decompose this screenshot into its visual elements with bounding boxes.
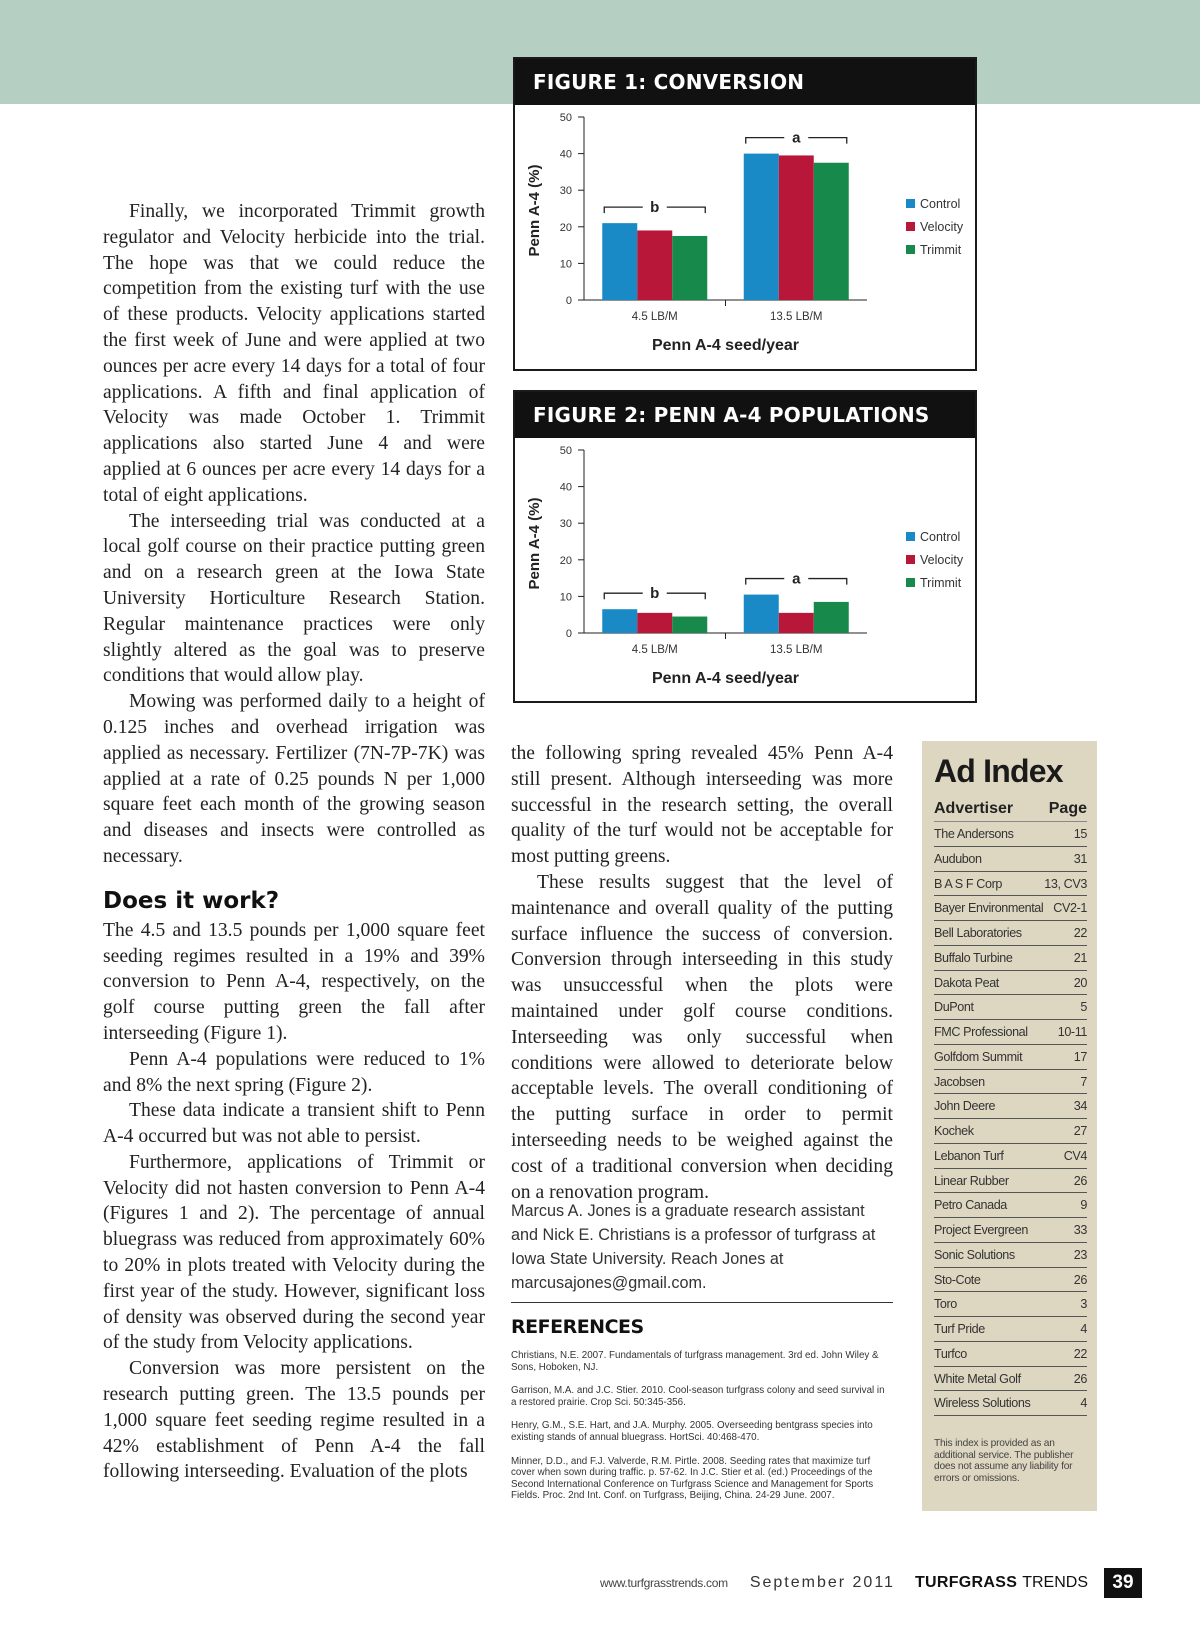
paragraph: The interseeding trial was conducted at a local golf course on their practice putting green and on a research green at the Iowa State University Horticulture Research Station. Regular maintenance practices were only slightly altered as the goal was to preserve conditions that would allow play. (103, 510, 485, 687)
y-tick-label: 20 (559, 221, 572, 234)
section-heading: Does it work? (103, 887, 280, 914)
page-footer (600, 1568, 1142, 1598)
ad-index-row (934, 1020, 1087, 1045)
page-column-header: Page (1048, 800, 1087, 817)
significance-label: b (650, 585, 660, 603)
significance-label: a (792, 129, 801, 147)
ad-index-row (934, 1218, 1087, 1243)
article-left-column (103, 199, 485, 1485)
ad-index-row (934, 1070, 1087, 1095)
bar-velocity-high (779, 155, 814, 300)
advertiser-name: Kochek (934, 1124, 974, 1138)
legend-swatch-velocity (906, 555, 915, 564)
advertiser-name: Audubon (934, 851, 982, 866)
advertiser-name: Sonic Solutions (934, 1247, 1015, 1262)
advertiser-page: CV4 (1063, 1148, 1087, 1163)
advertiser-page: 17 (1073, 1049, 1087, 1064)
advertiser-name: Wireless Solutions (934, 1396, 1031, 1411)
advertiser-name: Jacobsen (934, 1074, 985, 1089)
legend-label: Velocity (920, 553, 964, 567)
legend-label: Trimmit (920, 576, 962, 590)
advertiser-page: 5 (1080, 1000, 1087, 1015)
advertiser-page: 22 (1073, 926, 1087, 940)
ad-index-row (934, 1094, 1087, 1119)
legend-swatch-trimmit (906, 578, 915, 587)
x-axis-title: Penn A-4 seed/year (651, 670, 800, 687)
advertiser-page: 13, CV3 (1044, 876, 1087, 891)
advertiser-name: DuPont (934, 1000, 974, 1015)
ad-index-row (934, 1367, 1087, 1392)
significance-label: b (650, 199, 660, 217)
footer-brand: TURFGRASS (914, 1574, 1018, 1591)
ad-index-box (922, 741, 1097, 1511)
advertiser-page: 33 (1073, 1223, 1087, 1237)
y-tick-label: 30 (559, 518, 572, 531)
ad-index-row (934, 1243, 1087, 1268)
advertiser-page: 26 (1073, 1272, 1087, 1287)
ad-index-row (934, 1292, 1087, 1317)
x-tick-label: 13.5 LB/M (770, 644, 823, 656)
advertiser-name: Turf Pride (934, 1322, 985, 1336)
figure-2 (513, 390, 977, 703)
paragraph: The 4.5 and 13.5 pounds per 1,000 square feet seeding regimes resulted in a 19% and 39% conversion to Penn A-4, respectively, on the golf course putting green the fall after interseeding (Figure 1). (103, 919, 485, 1044)
reference-item: Minner, D.D., and F.J. Valverde, R.M. Pirtle. 2008. Seeding rates that maximize turf cover when sown during traffic. p. 57-62. In J.C. Stier et al. (ed.) Proceedings of the Second International Conference on Turfgrass Science and Management for Sports Fields. Proc. 2nd Int. Conf. on Turfgrass, Beijing, China. 24-29 June. 2007. (511, 1455, 874, 1502)
y-tick-label: 50 (559, 112, 572, 124)
y-axis-title: Penn A-4 (%) (526, 164, 543, 257)
figure-2-chart (515, 438, 975, 702)
x-axis-title: Penn A-4 seed/year (651, 337, 800, 354)
advertiser-name: Linear Rubber (934, 1173, 1009, 1188)
ad-index-row (934, 1119, 1087, 1144)
legend-label: Trimmit (920, 243, 962, 257)
figure-1-chart (515, 105, 975, 369)
advertiser-name: Buffalo Turbine (934, 950, 1013, 965)
paragraph: Finally, we incorporated Trimmit growth regulator and Velocity herbicide into the trial. The hope was that we could reduce the competition from the existing turf with the use of these products. Velocity applications started the first week of June and were applied at two ounces per acre every 14 days for a total of four applications. A fifth and final application of Velocity was made October 1. Trimmit applications also started June 4 and were applied at 6 ounces per acre every 14 days for a total of eight applications. (103, 201, 485, 506)
advertiser-page: 20 (1073, 975, 1087, 990)
footer-url[interactable]: www.turfgrasstrends.com (600, 1576, 728, 1590)
advertiser-name: Toro (934, 1297, 957, 1312)
advertiser-name: White Metal Golf (934, 1371, 1021, 1386)
advertiser-name: Petro Canada (934, 1198, 1007, 1213)
advertiser-page: 7 (1080, 1074, 1087, 1089)
bar-trimmit-low (672, 617, 707, 633)
y-tick-label: 0 (565, 295, 572, 307)
bar-velocity-high (779, 613, 814, 633)
paragraph: Penn A-4 populations were reduced to 1% and 8% the next spring (Figure 2). (103, 1048, 485, 1096)
figure-2-title: FIGURE 2: PENN A-4 POPULATIONS (515, 392, 975, 438)
advertiser-page: 34 (1073, 1099, 1087, 1114)
advertiser-name: John Deere (934, 1099, 996, 1114)
paragraph: Mowing was performed daily to a height of 0.125 inches and overhead irrigation was applied as necessary. Fertilizer (7N-7P-7K) was applied at a rate of 0.25 pounds N per 1,000 square feet each month of the growing season and diseases and insects were controlled as necessary. (103, 691, 485, 867)
advertiser-name: Sto-Cote (934, 1272, 981, 1287)
advertiser-page: 4 (1080, 1396, 1087, 1411)
advertiser-page: 27 (1073, 1124, 1087, 1138)
x-tick-label: 4.5 LB/M (631, 644, 678, 656)
advertiser-page: 26 (1073, 1371, 1087, 1386)
advertiser-name: Lebanon Turf (934, 1148, 1004, 1163)
reference-item: Christians, N.E. 2007. Fundamentals of turfgrass management. 3rd ed. John Wiley & Sons, Hoboken, NJ. (511, 1350, 879, 1373)
paragraph: These data indicate a transient shift to Penn A-4 occurred but was not able to persist. (103, 1100, 485, 1148)
bar-control-high (744, 595, 779, 633)
advertiser-name: Bell Laboratories (934, 926, 1022, 940)
advertiser-column-header: Advertiser (934, 800, 1014, 817)
footer-brand-suffix: TRENDS (1022, 1574, 1088, 1591)
author-bio: Marcus A. Jones is a graduate research assistant and Nick E. Christians is a professor of turfgrass at Iowa State University. Reach Jones at marcusajones@gmail.com. (511, 1202, 876, 1292)
advertiser-name: Bayer Environmental (934, 901, 1044, 916)
paragraph: Conversion was more persistent on the research putting green. The 13.5 pounds per 1,000 square feet seeding regime resulted in a 42% establishment of Penn A-4 the fall following interseeding. Evaluation of the plots (103, 1358, 485, 1483)
y-tick-label: 40 (559, 148, 572, 161)
legend-label: Control (920, 530, 961, 544)
ad-index-header (934, 800, 1087, 822)
advertiser-name: Turfco (934, 1346, 967, 1361)
references-divider (511, 1302, 893, 1303)
ad-index-row (934, 995, 1087, 1020)
advertiser-page: 21 (1073, 950, 1087, 965)
x-tick-label: 4.5 LB/M (631, 311, 678, 323)
figure-1 (513, 57, 977, 371)
advertiser-name: FMC Professional (934, 1025, 1028, 1039)
y-tick-label: 10 (559, 591, 572, 604)
ad-index-row (934, 872, 1087, 897)
ad-index-row (934, 971, 1087, 996)
figure-1-title: FIGURE 1: CONVERSION (515, 59, 975, 105)
reference-item: Garrison, M.A. and J.C. Stier. 2010. Cool-season turfgrass colony and seed survival in a restored prairie. Crop Sci. 50:345-356. (511, 1385, 885, 1408)
y-tick-label: 30 (559, 185, 572, 198)
ad-index-row (934, 1144, 1087, 1169)
bar-control-low (602, 223, 637, 300)
ad-index-row (934, 847, 1087, 872)
advertiser-page: 26 (1073, 1173, 1087, 1188)
footer-date: September 2011 (749, 1574, 895, 1591)
legend-swatch-trimmit (906, 245, 915, 254)
references-heading: REFERENCES (511, 1316, 644, 1338)
ad-index-row (934, 1045, 1087, 1070)
advertiser-name: Dakota Peat (934, 975, 999, 990)
ad-index-disclaimer: This index is provided as an additional service. The publisher does not assume any liability for errors or omissions. (934, 1438, 1074, 1484)
advertiser-name: The Andersons (934, 827, 1014, 841)
paragraph: Furthermore, applications of Trimmit or Velocity did not hasten conversion to Penn A-4 (Figures 1 and 2). The percentage of annual bluegrass was reduced from approximately 60% to 20% in plots treated with Velocity during the first year of the study. However, significant loss of density was observed during the second year of the study from Velocity applications. (103, 1151, 485, 1354)
legend-swatch-control (906, 199, 915, 208)
ad-index-row (934, 1169, 1087, 1194)
advertiser-name: Golfdom Summit (934, 1049, 1023, 1064)
bar-velocity-low (637, 230, 672, 300)
bar-velocity-low (637, 613, 672, 633)
ad-index-row (934, 896, 1087, 921)
ad-index-row (934, 1342, 1087, 1367)
ad-index-row (934, 1268, 1087, 1293)
advertiser-page: CV2-1 (1053, 901, 1087, 916)
legend-label: Control (920, 197, 961, 211)
advertiser-page: 9 (1080, 1198, 1087, 1213)
ad-index-row (934, 946, 1087, 971)
legend-label: Velocity (920, 220, 964, 234)
paragraph: the following spring revealed 45% Penn A-4 still present. Although interseeding was more successful in the research setting, the overall quality of the turf would not be acceptable for most putting greens. (511, 743, 893, 868)
legend-swatch-control (906, 532, 915, 541)
advertiser-page: 22 (1073, 1346, 1087, 1361)
bar-trimmit-low (672, 236, 707, 300)
ad-index-row (934, 1193, 1087, 1218)
ad-index-list (934, 822, 1087, 1416)
y-tick-label: 0 (565, 628, 572, 640)
x-tick-label: 13.5 LB/M (770, 311, 823, 323)
advertiser-page: 23 (1073, 1247, 1087, 1262)
y-tick-label: 50 (559, 445, 572, 457)
ad-index-row (934, 1317, 1087, 1342)
y-tick-label: 40 (559, 481, 572, 494)
references-list (511, 1350, 891, 1514)
paragraph: These results suggest that the level of maintenance and overall quality of the putting surface influence the success of conversion. Conversion through interseeding in this study was unsuccessful when the plots were maintained under golf course conditions. Interseeding was only successful when conditions were allowed to deteriorate below acceptable levels. The overall conditioning of the putting surface in order to permit interseeding needs to be weighed against the cost of a traditional conversion when deciding on a renovation program. (511, 871, 893, 1203)
advertiser-page: 10-11 (1057, 1025, 1087, 1039)
advertiser-name: B A S F Corp (934, 876, 1002, 891)
ad-index-row (934, 1391, 1087, 1416)
ad-index-row (934, 921, 1087, 946)
bar-trimmit-high (814, 602, 849, 633)
legend-swatch-velocity (906, 222, 915, 231)
bar-control-low (602, 609, 637, 633)
article-middle-column (511, 741, 893, 1205)
advertiser-page: 15 (1073, 827, 1087, 841)
bar-control-high (744, 154, 779, 300)
y-tick-label: 20 (559, 554, 572, 567)
advertiser-page: 3 (1080, 1297, 1087, 1312)
significance-label: a (792, 570, 801, 588)
page-number: 39 (1104, 1568, 1142, 1598)
y-axis-title: Penn A-4 (%) (526, 497, 543, 590)
advertiser-page: 31 (1073, 851, 1087, 866)
advertiser-name: Project Evergreen (934, 1223, 1028, 1237)
ad-index-row (934, 822, 1087, 847)
advertiser-page: 4 (1080, 1322, 1087, 1336)
y-tick-label: 10 (559, 258, 572, 271)
reference-item: Henry, G.M., S.E. Hart, and J.A. Murphy. 2005. Overseeding bentgrass species into existing stands of annual bluegrass. HortSci. 40:468-470. (511, 1420, 873, 1443)
bar-trimmit-high (814, 163, 849, 300)
ad-index-title: Ad Index (934, 753, 1063, 789)
